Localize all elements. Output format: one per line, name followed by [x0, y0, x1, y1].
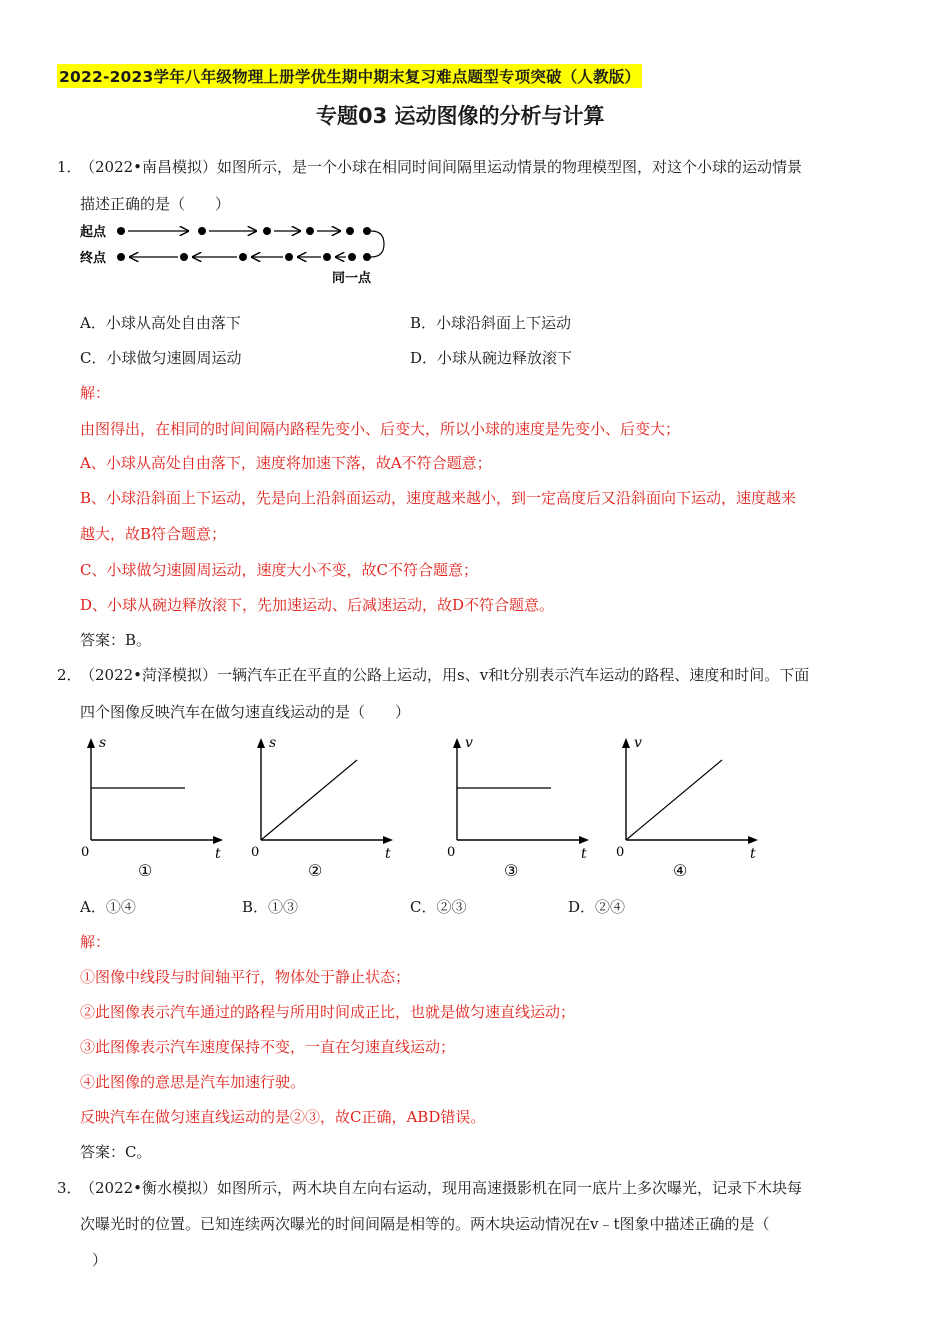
y-axis-label: s — [269, 735, 277, 751]
q1-option-d[interactable]: D．小球从碗边释放滚下 — [410, 349, 573, 367]
q2-answer: 答案：C。 — [80, 1143, 152, 1161]
q2-graph-4 — [615, 728, 765, 884]
q2-solution-line: ③此图像表示汽车速度保持不变，一直在匀速直线运动； — [80, 1038, 456, 1056]
q1-number: 1． — [57, 158, 82, 176]
q1-solution-line: B、小球沿斜面上下运动，先是向上沿斜面运动，速度越来越小，到一定高度后又沿斜面向下运动，速度越来 — [80, 489, 797, 507]
document-header: 2022-2023学年八年级物理上册学优生期中期末复习难点题型专项突破（人教版） — [57, 64, 642, 88]
x-axis-label: t — [385, 846, 391, 862]
y-axis-label: v — [634, 735, 642, 751]
q1-solution-label: 解： — [80, 384, 111, 402]
origin-label: 0 — [251, 845, 260, 860]
q1-option-a[interactable]: A．小球从高处自由落下 — [80, 314, 241, 332]
origin-label: 0 — [447, 845, 456, 860]
q2-solution-line: 反映汽车在做匀速直线运动的是②③，故C正确，ABD错误。 — [80, 1108, 486, 1126]
q1-solution-line: A、小球从高处自由落下，速度将加速下落，故A不符合题意； — [80, 454, 492, 472]
q3-number: 3． — [57, 1179, 82, 1197]
x-axis-arrow — [579, 836, 589, 844]
x-axis-label: t — [215, 846, 221, 862]
x-axis-label: t — [581, 846, 587, 862]
q1-text-line2: 描述正确的是（ ） — [80, 195, 231, 213]
q2-solution-line: ④此图像的意思是汽车加速行驶。 — [80, 1073, 306, 1091]
q1-option-c[interactable]: C．小球做匀速圆周运动 — [80, 349, 242, 367]
q1-option-b[interactable]: B．小球沿斜面上下运动 — [410, 314, 572, 332]
graph-line — [261, 760, 357, 840]
y-axis-arrow — [257, 738, 265, 748]
q2-text-line1: （2022•菏泽模拟）一辆汽车正在平直的公路上运动，用s、v和t分别表示汽车运动的路程、速度和时间。下面 — [80, 666, 810, 684]
q1-solution-line: 由图得出，在相同的时间间隔内路程先变小、后变大，所以小球的速度是先变小、后变大； — [80, 420, 681, 438]
q1-answer: 答案：B。 — [80, 631, 152, 649]
y-axis-arrow — [87, 738, 95, 748]
x-axis-arrow — [748, 836, 758, 844]
graph-line — [626, 760, 722, 840]
y-axis-arrow — [622, 738, 630, 748]
q2-solution-line: ②此图像表示汽车通过的路程与所用时间成正比，也就是做匀速直线运动； — [80, 1003, 576, 1021]
q1-text-line1: （2022•南昌模拟）如图所示，是一个小球在相同时间间隔里运动情景的物理模型图，对这个小球的运动情景 — [80, 158, 803, 176]
origin-label: 0 — [81, 845, 90, 860]
q2-text-line2: 四个图像反映汽车在做匀速直线运动的是（ ） — [80, 703, 411, 721]
y-axis-label: s — [99, 735, 107, 751]
q1-solution-line: 越大，故B符合题意； — [80, 525, 227, 543]
q1-solution-line: C、小球做匀速圆周运动，速度大小不变，故C不符合题意； — [80, 561, 478, 579]
graph-number: ① — [138, 861, 153, 880]
q1-end-label: 终点 — [80, 251, 107, 266]
q3-text-line1: （2022•衡水模拟）如图所示，两木块自左向右运动，现用高速摄影机在同一底片上多次曝光，记录下木块每 — [80, 1179, 803, 1197]
q1-same-point-label: 同一点 — [332, 271, 372, 286]
q1-top-row — [117, 227, 371, 235]
q2-graph-2 — [250, 728, 400, 884]
q1-bottom-row — [117, 253, 371, 261]
graph-number: ② — [308, 861, 323, 880]
graph-number: ③ — [504, 861, 519, 880]
q2-solution-line: ①图像中线段与时间轴平行，物体处于静止状态； — [80, 968, 411, 986]
x-axis-arrow — [213, 836, 223, 844]
q3-text-line3: ） — [92, 1251, 108, 1269]
q2-option-d[interactable]: D．②④ — [568, 898, 626, 916]
q2-graph-3 — [446, 728, 596, 884]
x-axis-arrow — [383, 836, 393, 844]
q2-option-c[interactable]: C．②③ — [410, 898, 467, 916]
q1-start-label: 起点 — [80, 225, 107, 240]
q2-number: 2． — [57, 666, 82, 684]
q1-motion-figure — [78, 218, 388, 286]
y-axis-label: v — [465, 735, 473, 751]
q2-option-b[interactable]: B．①③ — [242, 898, 299, 916]
q2-option-a[interactable]: A．①④ — [80, 898, 136, 916]
graph-number: ④ — [673, 861, 688, 880]
q3-text-line2: 次曝光时的位置。已知连续两次曝光的时间间隔是相等的。两木块运动情况在v﹣t图象中描述正确的是（ — [80, 1215, 770, 1233]
y-axis-arrow — [453, 738, 461, 748]
q2-solution-label: 解： — [80, 933, 111, 951]
page-title: 专题03 运动图像的分析与计算 — [316, 104, 605, 128]
q1-solution-line: D、小球从碗边释放滚下，先加速运动、后减速运动，故D不符合题意。 — [80, 596, 555, 614]
x-axis-label: t — [750, 846, 756, 862]
q2-graphs — [0, 728, 950, 888]
q2-graph-1 — [80, 728, 230, 884]
origin-label: 0 — [616, 845, 625, 860]
